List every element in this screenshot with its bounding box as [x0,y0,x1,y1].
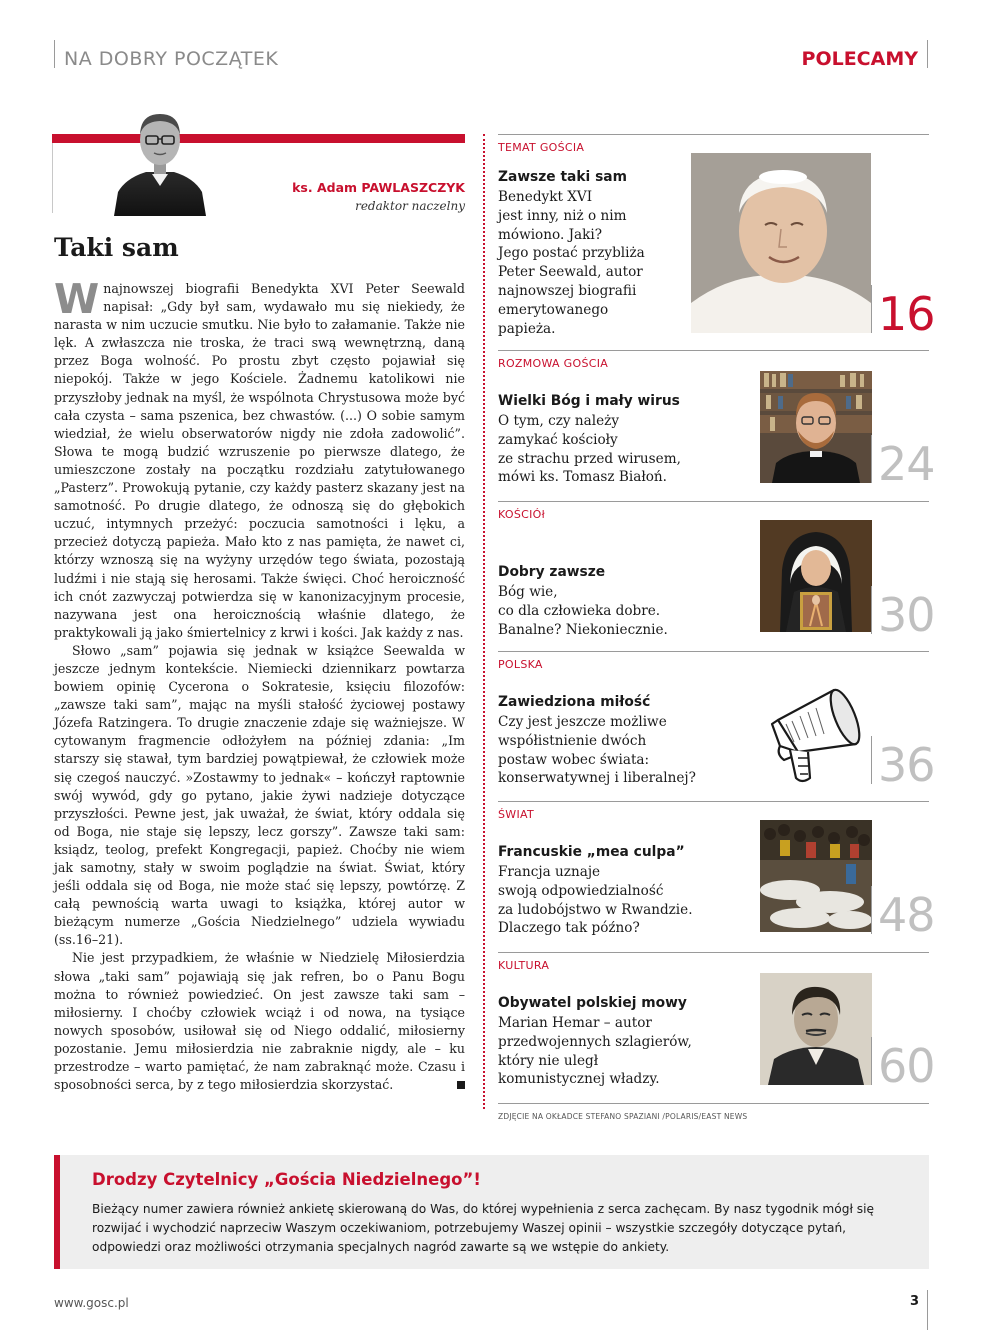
toc-description: Bóg wie, co dla człowieka dobre. Banalne? Niekoniecznie. [498,584,668,638]
toc-page-number[interactable]: 36 [878,738,935,792]
editorial-grey-rule [52,143,53,213]
author-photo [112,106,208,216]
page-number-divider [871,586,872,634]
toc-title[interactable]: Obywatel polskiej mowy [498,995,687,1011]
toc-title[interactable]: Zawsze taki sam [498,169,627,185]
toc-page-number[interactable]: 16 [878,287,935,341]
toc-title[interactable]: Wielki Bóg i mały wirus [498,393,680,409]
pope-photo [691,153,871,333]
article-body [54,275,465,1094]
dropcap: W [54,275,100,323]
toc-title[interactable]: Dobry zawsze [498,564,606,580]
marian-hemar-portrait [760,973,872,1085]
page-number-divider [871,285,872,333]
toc-description: Benedykt XVI jest inny, niż o nim mówiono. Jaki? Jego postać przybliża Peter Seewald, autor najnowszej biografii emerytowanego papieża. [498,189,645,337]
header-divider-right [927,40,928,68]
toc-item[interactable] [498,501,935,651]
footer-divider [927,1290,928,1330]
toc-page-number[interactable]: 48 [878,888,935,942]
toc-category: TEMAT GOŚCIA [498,141,585,154]
readers-notice-text: Bieżący numer zawiera również ankietę skierowaną do Was, do której wypełnienia z serca zachęcam. By nasz tygodnik mógł się rozwijać i wychodzić naprzeciw Waszym oczekiwaniom, potrzebujemy Waszej opinii – wszystkie szczegóły dotyczące pytań, odpowiedzi oraz możliwości otrzymania specjalnych nagród zawarte są we wstępie do ankiety. [92,1202,875,1255]
page-number-divider [871,736,872,784]
author-role: redaktor naczelny [355,199,465,213]
toc-item[interactable] [498,952,935,1102]
megaphone-illustration [760,674,872,786]
toc-category: POLSKA [498,658,543,671]
toc-bottom-rule [498,1103,929,1104]
toc-page-number[interactable]: 30 [878,588,935,642]
article-paragraph [54,949,465,1094]
toc-category: KULTURA [498,959,550,972]
toc-item[interactable] [498,134,935,344]
toc-item[interactable] [498,350,935,500]
polecamy-label: POLECAMY [801,48,918,70]
toc-description: Czy jest jeszcze możliwe współistnienie dwóch postaw wobec świata: konserwatywnej i liberalnej? [498,714,696,787]
toc-item[interactable] [498,651,935,801]
toc-category: KOŚCIÓł [498,508,546,521]
toc-title[interactable]: Zawiedziona miłość [498,694,651,710]
article-paragraph-text: Nie jest przypadkiem, że właśnie w Niedzielę Miłosierdzia słowa „taki sam” pojawiają się jak refren, bo o Panu Bogu można to również powiedzieć. On jest zawsze taki sam – miłosierny. I choćby człowiek wciąż i od nowa, na tysiące nowych sposobów, usiłował się od Niego oddalić, miłosierny pozostanie. Jemu miłosierdzia nie zabraknie nigdy, ale – ku przestrodze – warto pamiętać, że nam zabraknąć może. Czasu i sposobności serca, by z tego miłosierdzia skorzystać. [54,950,465,1093]
end-mark-icon [457,1081,465,1089]
toc-category: ŚWIAT [498,808,534,821]
toc-category: ROZMOWA GOŚCIA [498,357,609,370]
page-number-divider [871,435,872,483]
page-number: 3 [909,1294,919,1309]
readers-notice [54,1155,929,1269]
toc-description: O tym, czy należy zamykać kościoły ze strachu przed wirusem, mówi ks. Tomasz Białoń. [498,413,681,486]
article-paragraph-text: najnowszej biografii Benedykta XVI Peter Seewald napisał: „Gdy był sam, wydawało mu się niekiedy, że narasta w nim uczucie smutku. Nie było to załamanie. Także nie lęk. A zwłaszcza nie troska, że traci swą wewnętrzną, daną przez Boga wolność. Po prostu zbyt często pojawiał się niepokój. Także w jego Kościele. Żadnemu katolikowi nie przyszłoby jednak na myśl, że wspólnota Chrystusowa może być cała czysta – sama pszenica, bez chwastów. (...) O sobie samym wiedział, że wielu obserwatorów nigdy nie zdoła zadowolić”. Słowa te mogą budzić wzruszenie po pierwsze dlatego, że umieszczone zostały na początku rozdziału zatytułowanego „Pasterz”. Prowokują pytanie, czy każdy pasterz skazany jest na samotność. Po drugie dlatego, że odnoszą się do głębokich uczuć, intymnych przeżyć: poczucia samotności i lęku, a przecież dotyczą papieża. Mało kto z nas pamięta, że nawet ci, którzy wznoszą się na wyżyny urzędów tego świata, pozostają ludźmi i nie stają się herosami. Także święci. Choć heroiczność ich cnót zazwyczaj potwierdza się w kanonizacyjnym procesie, nazywana jest ona heroicznością właśnie dlatego, że praktykowali ją jako śmiertelnicy z krwi i kości. Jak każdy z nas. [54,281,465,640]
article-title: Taki sam [54,233,179,262]
toc-description: Francja uznaje swoją odpowiedzialność za ludobójstwo w Rwandzie. Dlaczego tak późno? [498,864,693,937]
toc-item[interactable] [498,801,935,951]
column-divider [483,134,485,1109]
saint-faustina-painting [760,520,872,632]
footer-url[interactable]: www.gosc.pl [54,1296,129,1310]
header-divider [54,40,55,68]
article-paragraph [54,275,465,642]
readers-notice-accent [54,1155,60,1269]
priest-photo [760,371,872,483]
readers-notice-title: Drodzy Czytelnicy „Gościa Niedzielnego”! [92,1170,481,1189]
page-number-divider [871,1037,872,1085]
toc-description: Marian Hemar – autor przedwojennych szlagierów, który nie uległ komunistycznej władzy. [498,1015,692,1088]
toc-title[interactable]: Francuskie „mea culpa” [498,844,685,860]
author-name: ks. Adam PAWLASZCZYK [292,180,465,195]
cover-photo-credit: ZDJĘCIE NA OKŁADCE STEFANO SPAZIANI /POLARIS/EAST NEWS [498,1112,748,1121]
section-label: NA DOBRY POCZĄTEK [64,48,279,70]
article-paragraph: Słowo „sam” pojawia się jednak w książce Seewalda w jeszcze jednym kontekście. Niemiecki dziennikarz powtarza bowiem opinię Cycerona o Sokratesie, księciu filozofów: „zawsze taki sam”, mając na myśli stałość życiowej postawy Józefa Ratzingera. To drugie znaczenie zdaje się ważniejsze. W cytowanym fragmencie odłożyłem na później zdania: „Im starszy się stawał, tym bardziej powątpiewał, że człowiek może się czegoś nauczyć. »Zostawmy to jednak« – kończył raptownie swój wywód, gdy go pytano, jakie żywi nadzieje dotyczące przyszłości. Pewne jest, jak uważał, że świat, który oddala się od Boga, nie staje się lepszy, lecz gorszy”. Zawsze taki sam: ksiądz, teolog, prefekt Kongregacji, papież. Choćby nie wiem jak samotny, stały w swoim poglądzie na świat. Świat, który jeśli oddala się od Boga, nie może stać się lepszy, powtórzę. Z całą pewnością warta uwagi to książka, której autor w bieżącym numerze „Gościa Niedzielnego” udziela wywiadu (ss.16–21). [54,642,465,948]
rwanda-photo [760,820,872,932]
page-number-divider [871,886,872,934]
toc-page-number[interactable]: 60 [878,1039,935,1093]
toc-page-number[interactable]: 24 [878,437,935,491]
